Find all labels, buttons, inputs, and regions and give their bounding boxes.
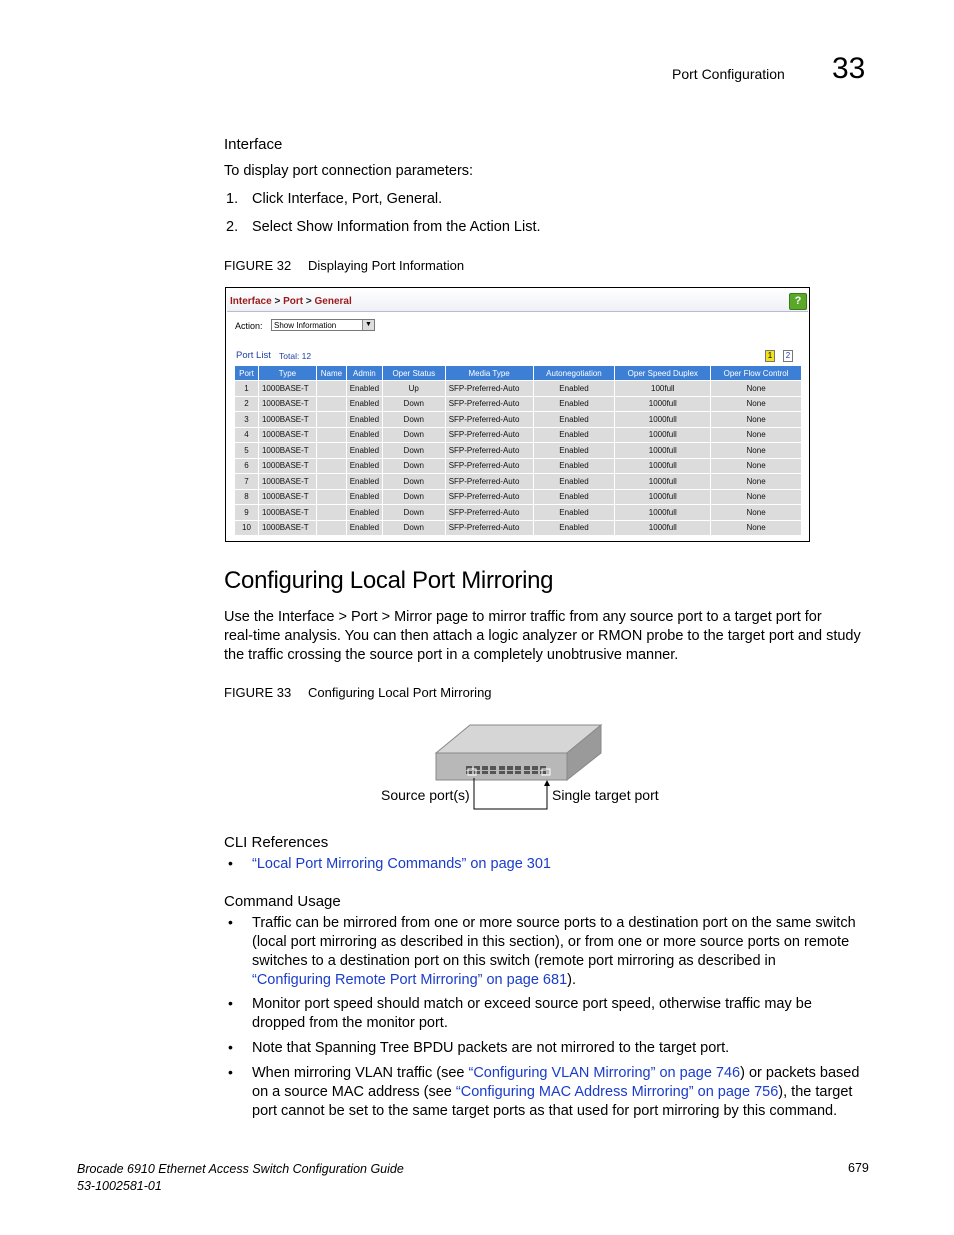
table-body bbox=[235, 381, 802, 536]
port-list-total: Total: 12 bbox=[279, 351, 312, 361]
section-heading: Configuring Local Port Mirroring bbox=[224, 567, 554, 594]
footer-doc-id: 53-1002581-01 bbox=[77, 1179, 162, 1193]
table-cell: 1000BASE-T bbox=[258, 427, 316, 443]
table-cell: SFP-Preferred-Auto bbox=[445, 458, 533, 474]
table-cell: Enabled bbox=[533, 396, 615, 412]
table-cell: Enabled bbox=[346, 443, 382, 459]
table-cell: Enabled bbox=[533, 520, 615, 536]
table-cell: Enabled bbox=[533, 381, 615, 397]
table-cell: Enabled bbox=[346, 505, 382, 521]
table-cell bbox=[316, 381, 346, 397]
footer-page-number: 679 bbox=[848, 1161, 869, 1175]
table-cell: Enabled bbox=[346, 381, 382, 397]
source-ports-label: Source port(s) bbox=[381, 787, 470, 803]
column-header: Media Type bbox=[445, 366, 533, 381]
table-cell: Down bbox=[382, 396, 445, 412]
table-cell: None bbox=[711, 489, 802, 505]
table-cell: Enabled bbox=[346, 427, 382, 443]
column-header: Port bbox=[235, 366, 259, 381]
bullet-text: ), the target bbox=[778, 1084, 853, 1100]
table-cell: 1000BASE-T bbox=[258, 474, 316, 490]
table-cell: 1000BASE-T bbox=[258, 412, 316, 428]
table-cell: 9 bbox=[235, 505, 259, 521]
table-cell: Enabled bbox=[533, 412, 615, 428]
table-cell: SFP-Preferred-Auto bbox=[445, 396, 533, 412]
table-row bbox=[235, 474, 802, 490]
table-cell: None bbox=[711, 505, 802, 521]
table-cell: SFP-Preferred-Auto bbox=[445, 412, 533, 428]
paragraph-line: the traffic crossing the source port in a completely unobtrusive manner. bbox=[224, 647, 679, 663]
table-cell: 1000full bbox=[615, 443, 711, 459]
breadcrumb-bar bbox=[227, 289, 808, 312]
mirroring-paragraph bbox=[224, 608, 861, 665]
table-cell: Enabled bbox=[533, 427, 615, 443]
bullet-icon: • bbox=[228, 1039, 233, 1055]
mirror-connector bbox=[474, 778, 550, 809]
table-cell: SFP-Preferred-Auto bbox=[445, 520, 533, 536]
table-cell: 10 bbox=[235, 520, 259, 536]
page-button-1[interactable]: 1 bbox=[765, 350, 775, 362]
port-info-screenshot bbox=[225, 287, 810, 542]
interface-intro: To display port connection parameters: bbox=[224, 163, 474, 179]
table-cell: SFP-Preferred-Auto bbox=[445, 427, 533, 443]
table-cell: Enabled bbox=[346, 458, 382, 474]
table-cell: None bbox=[711, 427, 802, 443]
port-table bbox=[234, 365, 802, 536]
table-cell: Down bbox=[382, 412, 445, 428]
command-usage-heading: Command Usage bbox=[224, 893, 341, 910]
table-cell bbox=[316, 520, 346, 536]
breadcrumb-interface[interactable]: Interface bbox=[230, 296, 272, 307]
table-cell: 3 bbox=[235, 412, 259, 428]
table-cell: Enabled bbox=[533, 489, 615, 505]
figure-33-caption bbox=[224, 685, 492, 700]
table-cell: Down bbox=[382, 505, 445, 521]
breadcrumb-separator: > bbox=[305, 296, 312, 307]
footer-left bbox=[77, 1161, 404, 1195]
usage-bullet-1 bbox=[252, 914, 872, 990]
table-header-row bbox=[235, 366, 802, 381]
table-cell: Down bbox=[382, 443, 445, 459]
table-cell: 1000full bbox=[615, 458, 711, 474]
action-select-value: Show Information bbox=[274, 321, 337, 330]
cli-reference-link[interactable]: “Local Port Mirroring Commands” on page 301 bbox=[252, 856, 551, 872]
remote-mirroring-link[interactable]: “Configuring Remote Port Mirroring” on page 681 bbox=[252, 972, 568, 988]
table-cell: Enabled bbox=[533, 458, 615, 474]
action-label: Action: bbox=[235, 321, 263, 331]
table-cell: 1000BASE-T bbox=[258, 520, 316, 536]
table-cell bbox=[316, 443, 346, 459]
table-cell: SFP-Preferred-Auto bbox=[445, 474, 533, 490]
running-header-section: Port Configuration bbox=[672, 66, 785, 82]
table-cell: Down bbox=[382, 427, 445, 443]
mac-mirroring-link[interactable]: “Configuring MAC Address Mirroring” on page 756 bbox=[455, 1084, 779, 1100]
table-cell: 100full bbox=[615, 381, 711, 397]
usage-bullet-4 bbox=[252, 1064, 872, 1121]
table-cell: Up bbox=[382, 381, 445, 397]
table-cell: Enabled bbox=[533, 474, 615, 490]
table-row bbox=[235, 427, 802, 443]
footer-title: Brocade 6910 Ethernet Access Switch Configuration Guide bbox=[77, 1162, 404, 1176]
step-2-text: Select Show Information from the Action List. bbox=[252, 219, 541, 235]
table-cell: SFP-Preferred-Auto bbox=[445, 489, 533, 505]
breadcrumb-port[interactable]: Port bbox=[283, 296, 304, 307]
action-select[interactable] bbox=[271, 319, 375, 331]
table-cell: Enabled bbox=[533, 505, 615, 521]
page-button-2[interactable]: 2 bbox=[783, 350, 793, 362]
bullet-text: ) or packets based bbox=[740, 1065, 860, 1081]
paragraph-line: real-time analysis. You can then attach a logic analyzer or RMON probe to the target port and study bbox=[224, 628, 861, 644]
column-header: Autonegotiation bbox=[533, 366, 615, 381]
figure-33-label: FIGURE 33 bbox=[224, 685, 292, 700]
table-cell: None bbox=[711, 520, 802, 536]
bullet-line: (local port mirroring as described in this section), or from one or more source ports on remote bbox=[252, 934, 850, 950]
bullet-line: Monitor port speed should match or exceed source port speed, otherwise traffic may be bbox=[252, 996, 812, 1012]
table-cell bbox=[316, 412, 346, 428]
table-cell: None bbox=[711, 396, 802, 412]
step-1-number: 1. bbox=[226, 191, 239, 207]
figure-32-label: FIGURE 32 bbox=[224, 258, 292, 273]
bullet-line: dropped from the monitor port. bbox=[252, 1015, 448, 1031]
table-row bbox=[235, 458, 802, 474]
bullet-line: Traffic can be mirrored from one or more source ports to a destination port on the same switch bbox=[252, 915, 856, 931]
bullet-text: When mirroring VLAN traffic (see bbox=[252, 1065, 469, 1081]
bullet-text: on a source MAC address (see bbox=[252, 1084, 456, 1100]
table-cell: None bbox=[711, 474, 802, 490]
table-cell: 6 bbox=[235, 458, 259, 474]
table-row bbox=[235, 412, 802, 428]
switch-icon bbox=[436, 725, 601, 780]
usage-bullet-3: Note that Spanning Tree BPDU packets are not mirrored to the target port. bbox=[252, 1040, 730, 1056]
table-cell: None bbox=[711, 381, 802, 397]
column-header: Oper Flow Control bbox=[711, 366, 802, 381]
bullet-line: port cannot be set to the same target ports as that used for port mirroring by this command. bbox=[252, 1103, 838, 1119]
step-1-text: Click Interface, Port, General. bbox=[252, 191, 443, 207]
table-cell: 1000full bbox=[615, 520, 711, 536]
column-header: Oper Speed Duplex bbox=[615, 366, 711, 381]
bullet-tail: ). bbox=[567, 972, 576, 988]
table-cell: 7 bbox=[235, 474, 259, 490]
table-cell bbox=[316, 489, 346, 505]
table-cell bbox=[316, 396, 346, 412]
table-cell: Enabled bbox=[346, 520, 382, 536]
table-cell: 1000BASE-T bbox=[258, 381, 316, 397]
table-cell: None bbox=[711, 412, 802, 428]
table-row bbox=[235, 381, 802, 397]
table-row bbox=[235, 505, 802, 521]
bullet-icon: • bbox=[228, 1064, 233, 1080]
interface-heading: Interface bbox=[224, 136, 283, 153]
table-cell: 5 bbox=[235, 443, 259, 459]
bullet-line bbox=[252, 1064, 872, 1083]
breadcrumb-separator: > bbox=[274, 296, 281, 307]
help-icon[interactable]: ? bbox=[789, 293, 807, 310]
table-cell: Enabled bbox=[533, 443, 615, 459]
figure-32-title: Displaying Port Information bbox=[308, 258, 465, 273]
usage-bullet-2 bbox=[252, 995, 872, 1033]
table-cell: 1000full bbox=[615, 474, 711, 490]
table-cell: 4 bbox=[235, 427, 259, 443]
table-cell: None bbox=[711, 443, 802, 459]
table-cell: SFP-Preferred-Auto bbox=[445, 505, 533, 521]
table-cell bbox=[316, 427, 346, 443]
table-row bbox=[235, 489, 802, 505]
column-header: Admin bbox=[346, 366, 382, 381]
bullet-line: switches to a destination port on this switch (remote port mirroring as described in bbox=[252, 953, 776, 969]
bullet-icon: • bbox=[228, 995, 233, 1011]
target-port-label: Single target port bbox=[552, 787, 659, 803]
bullet-icon: • bbox=[228, 855, 233, 871]
table-cell: 1000full bbox=[615, 396, 711, 412]
bullet-icon: • bbox=[228, 914, 233, 930]
table-cell: SFP-Preferred-Auto bbox=[445, 443, 533, 459]
column-header: Oper Status bbox=[382, 366, 445, 381]
table-cell bbox=[316, 458, 346, 474]
column-header: Type bbox=[258, 366, 316, 381]
table-cell: 1 bbox=[235, 381, 259, 397]
table-cell: SFP-Preferred-Auto bbox=[445, 381, 533, 397]
table-cell: 1000full bbox=[615, 489, 711, 505]
table-cell: Down bbox=[382, 458, 445, 474]
table-cell: 2 bbox=[235, 396, 259, 412]
breadcrumb-general[interactable]: General bbox=[314, 296, 352, 307]
table-cell: 1000BASE-T bbox=[258, 396, 316, 412]
table-cell: Down bbox=[382, 489, 445, 505]
table-cell: 1000full bbox=[615, 427, 711, 443]
figure-33-title: Configuring Local Port Mirroring bbox=[308, 685, 492, 700]
table-cell: Down bbox=[382, 474, 445, 490]
breadcrumb bbox=[230, 296, 352, 307]
table-cell: 1000full bbox=[615, 505, 711, 521]
table-cell: Enabled bbox=[346, 412, 382, 428]
table-cell: 1000BASE-T bbox=[258, 458, 316, 474]
table-cell: 1000full bbox=[615, 412, 711, 428]
table-cell: Enabled bbox=[346, 474, 382, 490]
table-row bbox=[235, 520, 802, 536]
step-2-number: 2. bbox=[226, 219, 239, 235]
column-header: Name bbox=[316, 366, 346, 381]
table-cell: Down bbox=[382, 520, 445, 536]
table-cell: 1000BASE-T bbox=[258, 489, 316, 505]
chevron-down-icon[interactable]: ▼ bbox=[362, 320, 374, 330]
port-list-title: Port List bbox=[236, 350, 271, 361]
paragraph-line: Use the Interface > Port > Mirror page to mirror traffic from any source port to a target port for bbox=[224, 609, 822, 625]
table-cell: Enabled bbox=[346, 489, 382, 505]
vlan-mirroring-link[interactable]: “Configuring VLAN Mirroring” on page 746 bbox=[468, 1065, 741, 1081]
cli-references-heading: CLI References bbox=[224, 834, 329, 851]
table-row bbox=[235, 443, 802, 459]
chapter-number: 33 bbox=[832, 52, 866, 85]
table-cell: Enabled bbox=[346, 396, 382, 412]
table-cell bbox=[316, 474, 346, 490]
table-cell: 1000BASE-T bbox=[258, 443, 316, 459]
table-row bbox=[235, 396, 802, 412]
table-cell: 8 bbox=[235, 489, 259, 505]
bullet-line bbox=[252, 971, 872, 990]
table-cell: None bbox=[711, 458, 802, 474]
figure-32-caption bbox=[224, 258, 464, 273]
table-cell: 1000BASE-T bbox=[258, 505, 316, 521]
table-cell bbox=[316, 505, 346, 521]
bullet-line bbox=[252, 1083, 872, 1102]
